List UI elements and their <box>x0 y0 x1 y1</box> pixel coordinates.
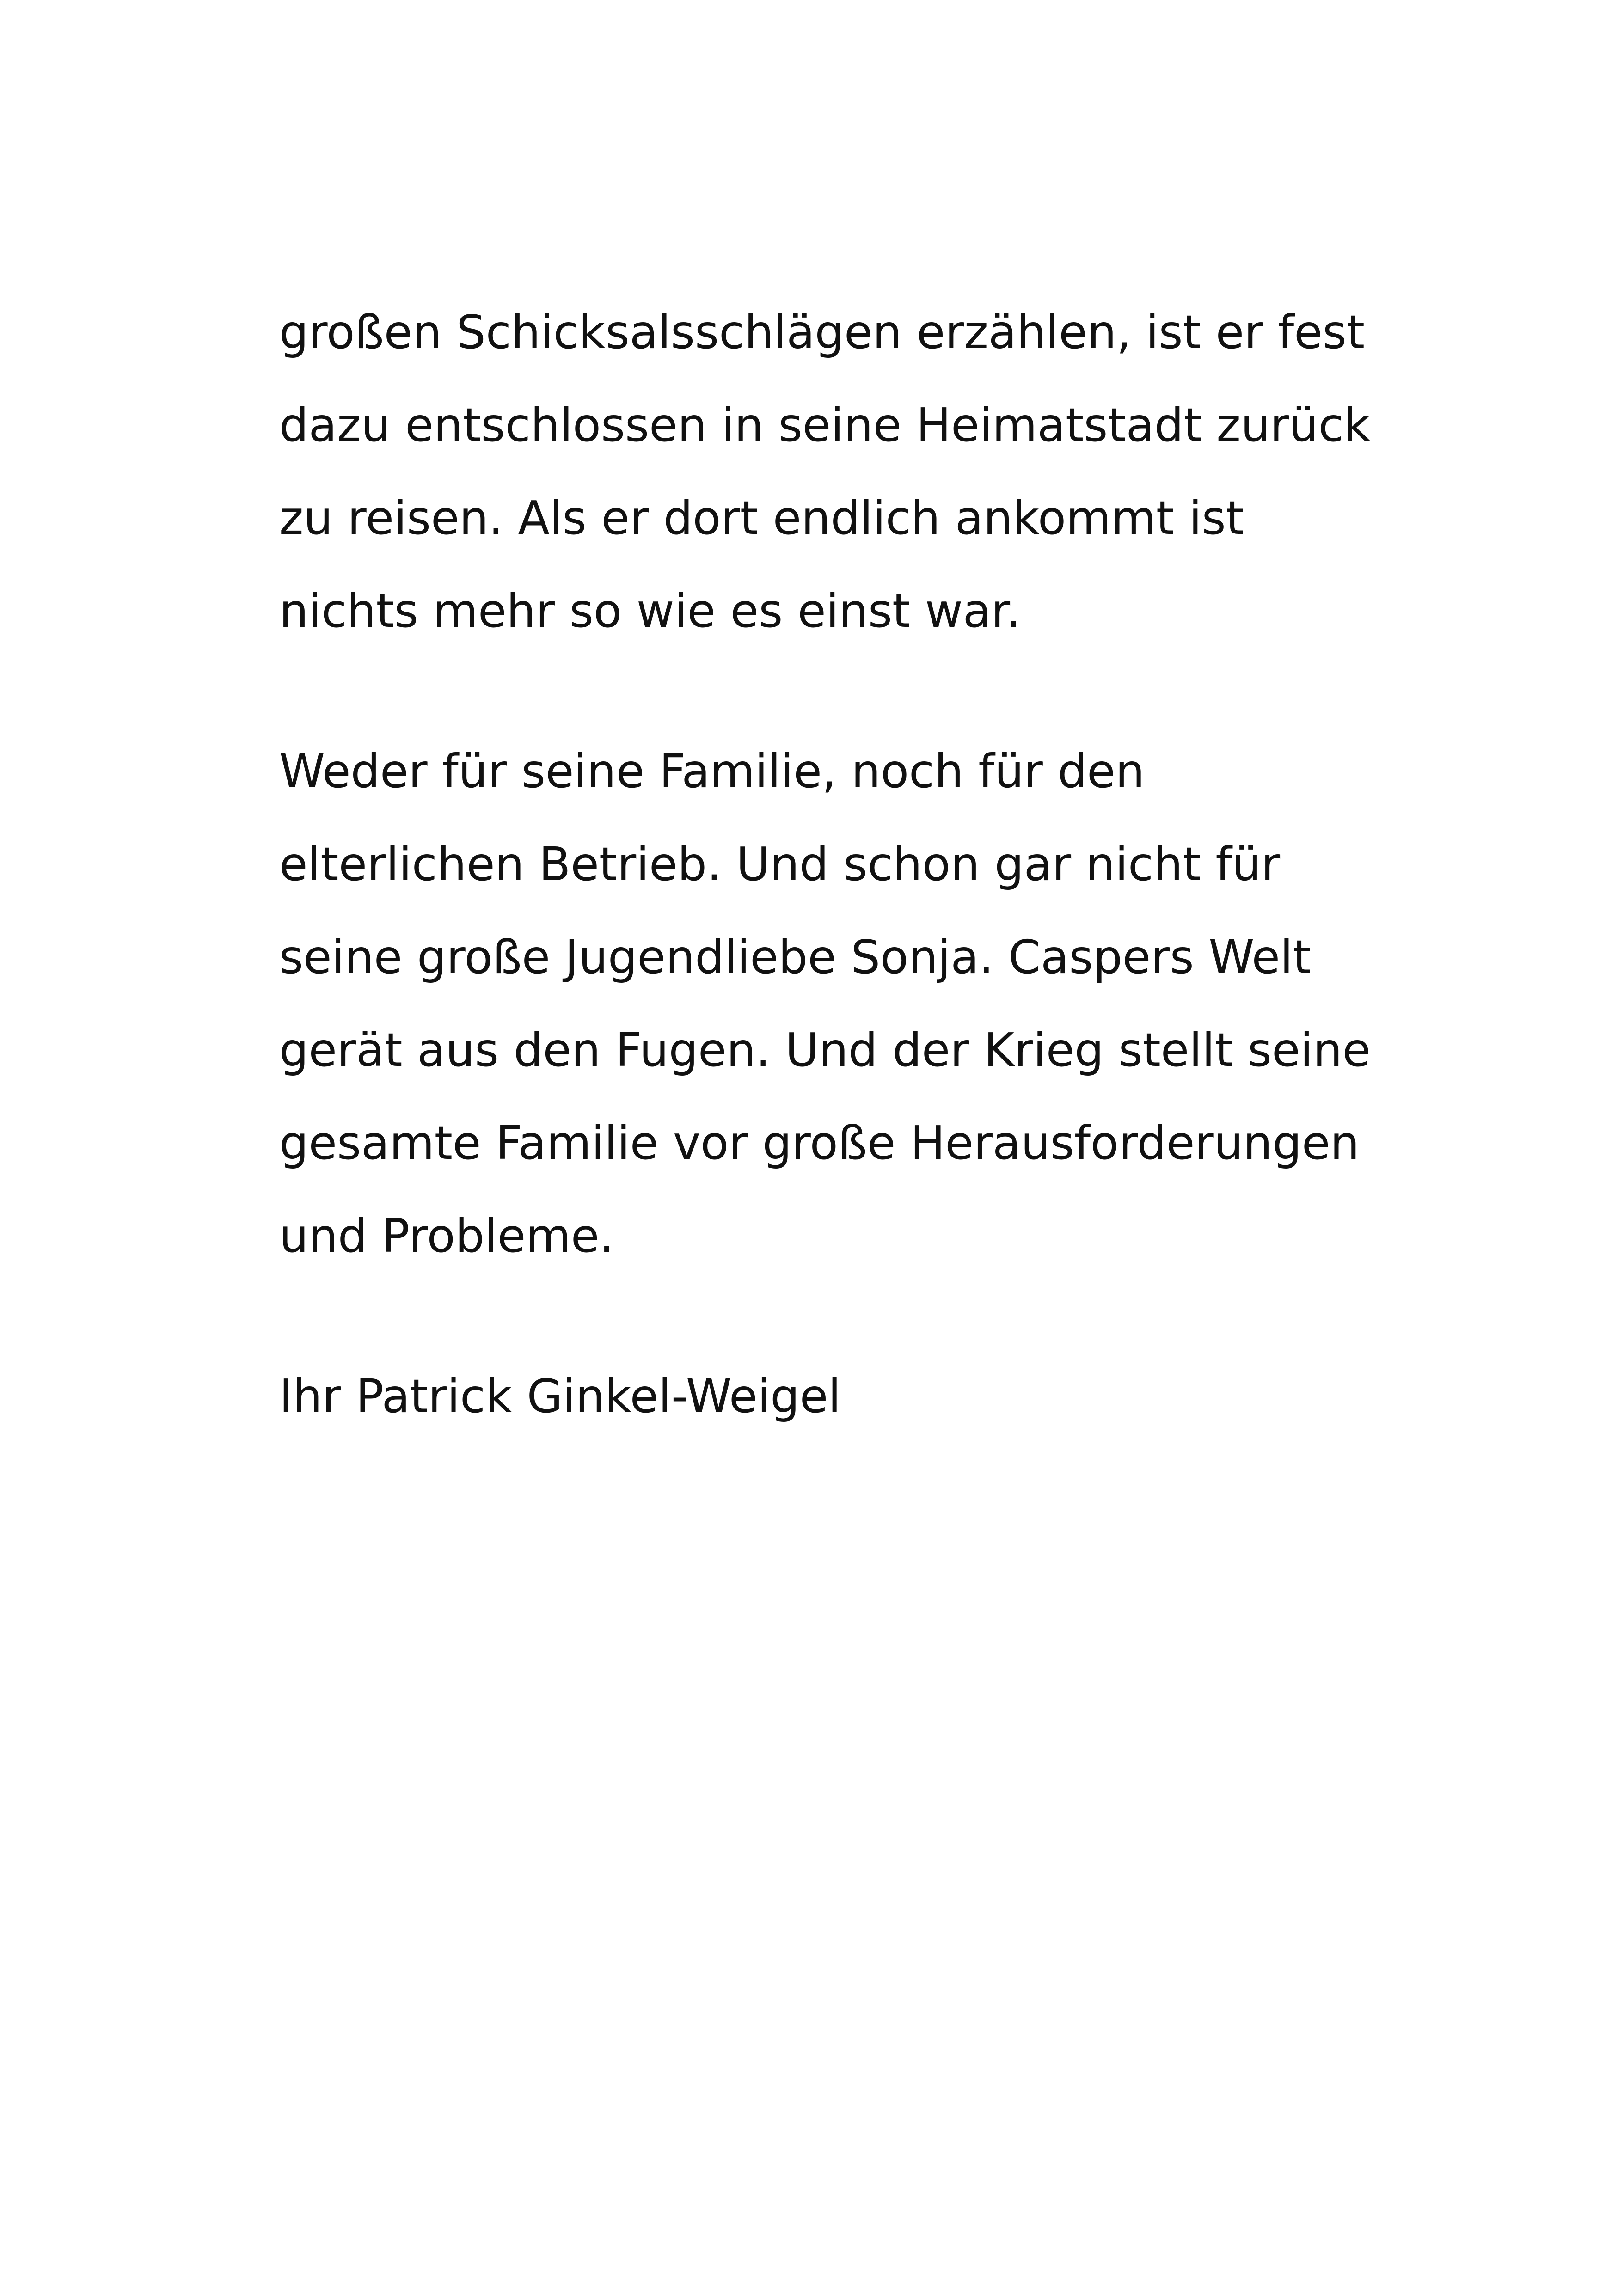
text-line: seine große Jugendliebe Sonja. Caspers Welt <box>279 930 1311 984</box>
text-line: gerät aus den Fugen. Und der Krieg stellt seine <box>279 1023 1371 1077</box>
paragraph-1 <box>279 286 1435 657</box>
text-line: und Probleme. <box>279 1209 614 1263</box>
paragraph-2 <box>279 725 1435 1282</box>
text-line: dazu entschlossen in seine Heimatstadt zurück <box>279 398 1371 452</box>
text-line: zu reisen. Als er dort endlich ankommt ist <box>279 491 1244 545</box>
text-line: nichts mehr so wie es einst war. <box>279 584 1021 638</box>
paragraph-spacer <box>279 1282 1435 1350</box>
signature: Ihr Patrick Ginkel-Weigel <box>279 1369 841 1423</box>
text-line: elterlichen Betrieb. Und schon gar nicht für <box>279 837 1281 891</box>
paragraph-spacer <box>279 657 1435 725</box>
text-line: großen Schicksalsschlägen erzählen, ist er fest <box>279 305 1365 359</box>
body-text <box>279 286 1435 1443</box>
text-line: Weder für seine Familie, noch für den <box>279 744 1145 798</box>
text-line: gesamte Familie vor große Herausforderungen <box>279 1116 1360 1170</box>
